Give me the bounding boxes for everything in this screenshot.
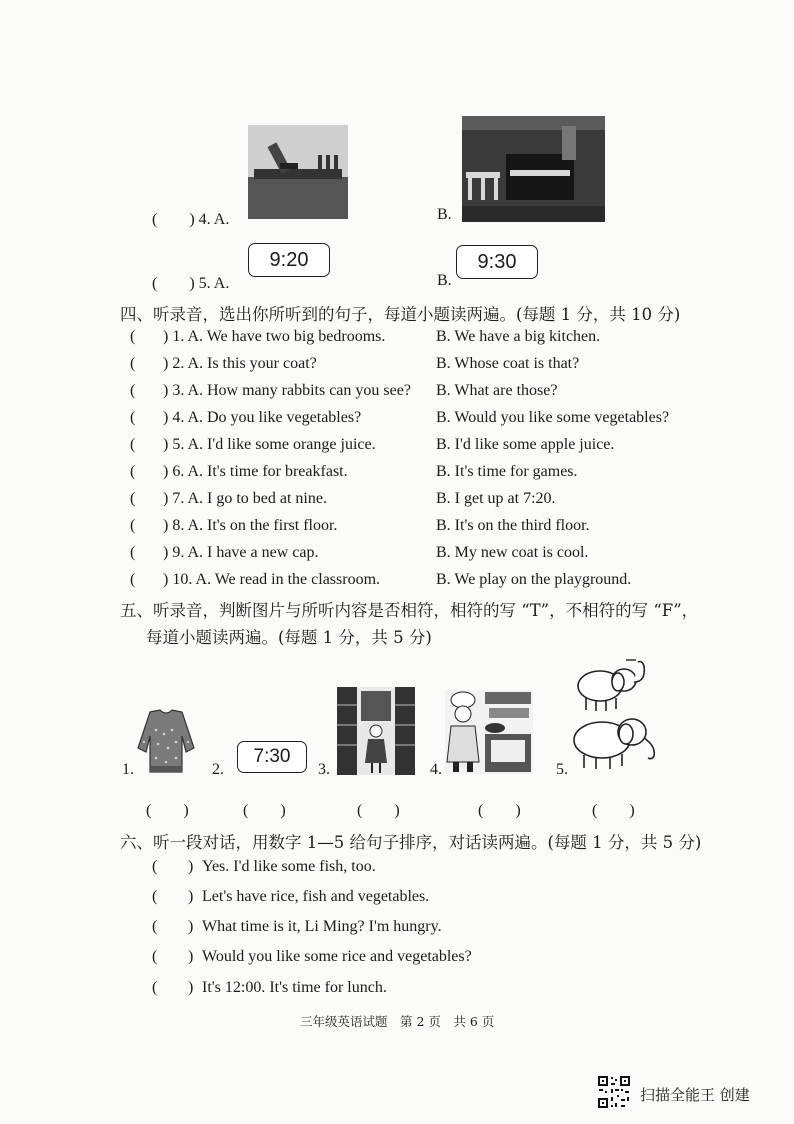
qr-code-icon	[597, 1075, 631, 1109]
microscope-lab-icon	[248, 125, 348, 219]
part4-heading: 四、听录音，选出你所听到的句子，每道小题读两遍。(每题 1 分，共 10 分)	[120, 305, 681, 324]
q4-label: ( ) 4. A.	[152, 211, 230, 228]
elephants-icon	[566, 656, 662, 772]
page-footer: 三年级英语试题 第 2 页 共 6 页	[300, 1014, 495, 1029]
part6-heading: 六、听一段对话，用数字 1—5 给句子排序，对话读两遍。(每题 1 分，共 5 分)	[120, 833, 702, 852]
p5-num-5: 5.	[556, 761, 568, 778]
p5-num-2: 2.	[212, 761, 224, 778]
p5-num-1: 1.	[122, 761, 134, 778]
clock-730: 7:30	[237, 741, 307, 773]
clock-920: 9:20	[248, 243, 330, 277]
p5-answer-4[interactable]: ( )	[478, 802, 521, 819]
p5-answer-3[interactable]: ( )	[357, 802, 400, 819]
clock-930: 9:30	[456, 245, 538, 279]
sweater-icon	[136, 708, 196, 774]
library-girl-icon	[337, 687, 415, 775]
p5-answer-2[interactable]: ( )	[243, 802, 286, 819]
part5-heading-line2: 每道小题读两遍。(每题 1 分，共 5 分)	[146, 628, 432, 647]
chef-kitchen-icon	[445, 690, 533, 774]
p5-answer-1[interactable]: ( )	[146, 802, 189, 819]
piano-room-icon	[462, 116, 605, 222]
q5-label: ( ) 5. A.	[152, 275, 230, 292]
p5-num-4: 4.	[430, 761, 442, 778]
q5-option-b: B.	[437, 272, 452, 289]
p5-num-3: 3.	[318, 761, 330, 778]
part5-heading-line1: 五、听录音，判断图片与所听内容是否相符，相符的写 “T”，不相符的写 “F”，	[120, 601, 699, 620]
q4-option-b: B.	[437, 206, 452, 223]
scanner-watermark: 扫描全能王 创建	[640, 1086, 750, 1104]
p5-answer-5[interactable]: ( )	[592, 802, 635, 819]
